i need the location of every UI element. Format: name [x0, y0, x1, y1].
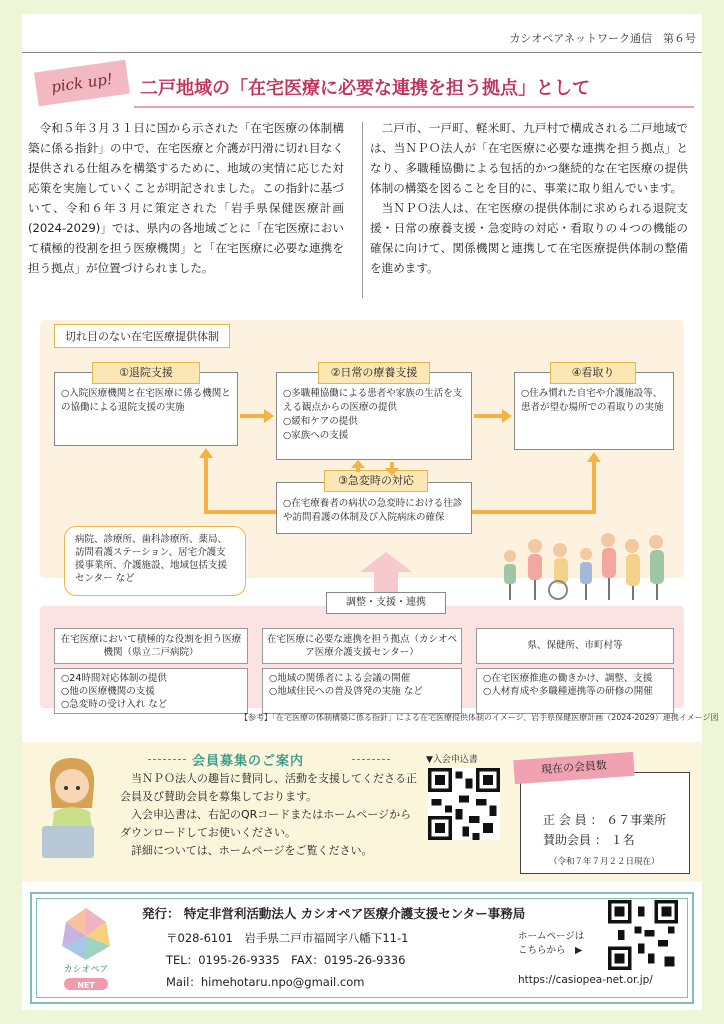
- function-item: ○住み慣れた自宅や介護施設等、患者が望む場所での看取りの実施: [521, 388, 664, 413]
- coordination-label: 調整・支援・連携: [326, 592, 446, 614]
- reference-note: 【参考】「在宅医療の体制構築に係る指針」による在宅医療提供体制のイメージ、岩手県保健医療計画（2024-2029）連携イメージ図: [240, 713, 719, 722]
- membership-paragraph: 詳細については、ホームページをご覧ください。: [131, 844, 373, 857]
- regular-member-count: 正 会 員 ： ６７事業所: [543, 813, 667, 827]
- member-count-box: [520, 772, 690, 874]
- email[interactable]: Mail：himehotaru.npo@gmail.com: [166, 975, 365, 989]
- function-emergency-label: ③急変時の対応: [324, 470, 428, 492]
- publisher: 発行： 特定非営利活動法人 カシオペア医療介護支援センター事務局: [142, 906, 526, 921]
- title-rule: [134, 106, 694, 108]
- intro-paragraph: 二戸市、一戸町、軽米町、九戸村で構成される二戸地域では、当ＮＰＯ法人が「在宅医療に必要な連携を担う拠点」となり、多職種協働による包括的かつ継続的な在宅医療の提供体制の構築を図ることを目的に、事業に取り組んでいます。: [370, 121, 688, 195]
- arrow-head: [385, 468, 399, 476]
- list-item: ○人材育成や多職種連携等の研修の開催: [483, 686, 653, 697]
- homepage-label-line: ホームページは: [518, 931, 585, 942]
- arrow-head: [264, 409, 274, 423]
- logo-text: NET: [77, 981, 95, 990]
- pickup-badge: pick up!: [34, 60, 130, 106]
- big-up-arrow: [360, 552, 412, 592]
- prefecture-list: [476, 668, 674, 714]
- casiopea-net-logo: [44, 904, 128, 992]
- coordination-hub-list: [262, 668, 462, 714]
- address: 〒028-6101 岩手県二戸市福岡字八幡下11-1: [166, 931, 409, 945]
- list-item: ○在宅医療推進の働きかけ、調整、支援: [483, 673, 653, 684]
- arrow-3-loop-left-up: [204, 456, 208, 514]
- homepage-label: [518, 930, 584, 958]
- list-item: ○急変時の受け入れ など: [61, 699, 168, 710]
- arrow-3-loop-right-up: [592, 460, 596, 514]
- page-title: 二戸地域の「在宅医療に必要な連携を担う拠点」として: [140, 78, 590, 99]
- newsletter-page: [22, 14, 719, 1010]
- intro-paragraph: 当ＮＰＯ法人は、在宅医療の提供体制に求められる退院支援・日常の療養支援・急変時の対応・看取りの４つの機能の確保に向けて、関係機関と連携して在宅医療提供体制の整備を進めます。: [370, 201, 688, 275]
- membership-section: [22, 742, 702, 882]
- membership-paragraph: 入会申込書は、右記のQRコードまたはホームページからダウンロードしてお使いください。: [120, 808, 412, 839]
- function-item: ○多職種協働による患者や家族の生活を支える観点からの医療の提供: [283, 388, 463, 413]
- intro-left-column: [28, 118, 344, 278]
- arrow-head: [502, 409, 512, 423]
- qr-label: ▼入会申込書: [426, 755, 478, 765]
- care-system-diagram: [40, 310, 719, 728]
- header-rule: [22, 52, 702, 53]
- function-item: ○入院医療機関と在宅医療に係る機関との協働による退院支援の実施: [61, 388, 231, 413]
- list-item: ○他の医療機関の支援: [61, 686, 155, 697]
- membership-title: 会員募集のご案内: [192, 754, 305, 769]
- arrow-head: [199, 448, 213, 458]
- homepage-url[interactable]: https://casiopea-net.or.jp/: [518, 974, 653, 986]
- column-divider: [362, 122, 363, 298]
- core-hospital-heading: 在宅医療において積極的な役割を担う医療機関（県立二戸病院）: [54, 628, 248, 664]
- woman-with-laptop-illustration: [32, 752, 112, 862]
- people-illustration: [490, 526, 675, 604]
- list-item: ○地域の関係者による会議の開催: [269, 673, 411, 684]
- function-daily-care-box: [276, 372, 472, 460]
- function-discharge-label: ①退院支援: [92, 362, 200, 384]
- issue-label: カシオペアネットワーク通信 第６号: [509, 32, 696, 45]
- function-item: ○緩和ケアの提供: [283, 416, 358, 427]
- membership-paragraph: 当ＮＰＯ法人の趣旨に賛同し、活動を支援してくださる正会員及び賛助会員を募集しております。: [120, 772, 417, 803]
- coordination-hub-heading: 在宅医療に必要な連携を担う拠点（カシオペア医療介護支援センター）: [262, 628, 462, 664]
- arrow-head: [587, 452, 601, 462]
- arrow-head: [351, 460, 365, 468]
- homepage-label-line: こちらから ▶: [518, 945, 583, 956]
- prefecture-heading: 県、保健所、市町村等: [476, 628, 674, 664]
- homepage-qr-code[interactable]: [608, 900, 678, 970]
- function-item: ○在宅療養者の病状の急変時における往診や訪問看護の体制及び入院病床の確保: [283, 498, 463, 523]
- application-qr-code[interactable]: [428, 768, 500, 840]
- logo-text: カシオペア: [63, 965, 109, 975]
- diagram-title: 切れ目のない在宅医療提供体制: [54, 324, 230, 348]
- title-decoration: [148, 759, 186, 760]
- care-organizations-box: 病院、診療所、歯科診療所、薬局、訪問看護ステーション、居宅介護支援事業所、介護施設、地域包括支援センター など: [64, 526, 246, 596]
- intro-paragraph: 令和５年３月３１日に国から示された「在宅医療の体制構築に係る指針」の中で、在宅医療と介護が円滑に切れ目なく提供される仕組みを構築するために、地域の実情に応じた対応策を実施していくことが明記されました。この指針に基づいて、令和６年３月に策定された「岩手県保健医療計画(2024-2029)」では、県内の各地域ごとに「在宅医療において積極的役割を担う医療機関」と「在宅医療に必要な連携を担う拠点」が位置づけられました。: [28, 121, 344, 275]
- list-item: ○24時間対応体制の提供: [61, 673, 167, 684]
- phone-fax: TEL：0195-26-9335 FAX：0195-26-9336: [166, 953, 406, 967]
- membership-text: [120, 770, 420, 860]
- function-daily-care-label: ②日常の療養支援: [318, 362, 430, 384]
- function-item: ○家族への支援: [283, 430, 349, 441]
- footer: [30, 892, 694, 1004]
- function-end-of-life-label: ④看取り: [550, 362, 636, 384]
- count-date: （令和７年７月２２日現在）: [549, 857, 660, 867]
- list-item: ○地域住民への普及啓発の実施 など: [269, 686, 423, 697]
- arrow-1-to-2: [240, 414, 266, 418]
- title-decoration: [352, 759, 390, 760]
- arrow-2-to-4: [474, 414, 504, 418]
- intro-right-column: [370, 118, 688, 278]
- supporting-member-count: 賛助会員 ： １名: [543, 833, 635, 847]
- member-count-title: 現在の会員数: [513, 752, 634, 784]
- arrow-3-loop-left: [204, 510, 276, 514]
- arrow-3-loop-right: [472, 510, 596, 514]
- core-hospital-list: [54, 668, 248, 714]
